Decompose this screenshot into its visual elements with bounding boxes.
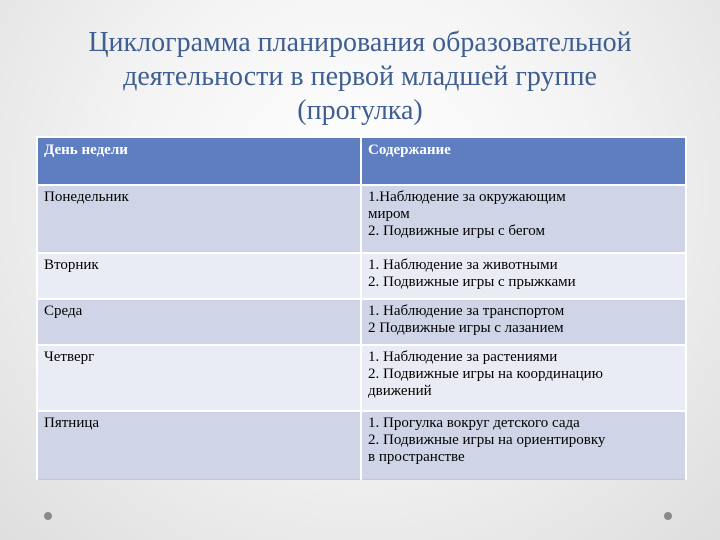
table-row — [37, 411, 686, 479]
content-cell — [361, 299, 686, 345]
content-cell — [361, 253, 686, 299]
content-line: 1. Наблюдение за транспортом — [368, 303, 565, 319]
content-line: 2. Подвижные игры на координацию — [368, 366, 603, 382]
decorative-dot-right — [664, 512, 672, 520]
decorative-dot-left — [44, 512, 52, 520]
content-line: 1. Наблюдение за растениями — [368, 349, 558, 365]
day-cell: Среда — [37, 299, 361, 345]
content-cell — [361, 185, 686, 253]
table-row — [37, 253, 686, 299]
content-line: миром — [368, 206, 410, 222]
title-line-2: деятельности в первой младшей группе — [123, 61, 597, 92]
slide-title — [40, 26, 680, 128]
content-cell — [361, 345, 686, 411]
day-cell: Понедельник — [37, 185, 361, 253]
content-line: в пространстве — [368, 449, 465, 465]
content-line: 2 Подвижные игры с лазанием — [368, 320, 564, 336]
content-line: 2. Подвижные игры на ориентировку — [368, 432, 606, 448]
table-row — [37, 345, 686, 411]
content-line: движений — [368, 383, 432, 399]
content-line: 1. Прогулка вокруг детского сада — [368, 415, 580, 431]
schedule-table — [36, 136, 687, 480]
day-cell: Четверг — [37, 345, 361, 411]
title-line-3: (прогулка) — [297, 95, 423, 126]
content-line: 1.Наблюдение за окружающим — [368, 189, 566, 205]
content-line: 2. Подвижные игры с прыжками — [368, 274, 576, 290]
table-row — [37, 299, 686, 345]
content-cell — [361, 411, 686, 479]
header-content: Содержание — [361, 137, 686, 185]
content-line: 2. Подвижные игры с бегом — [368, 223, 546, 239]
title-line-1: Циклограмма планирования образовательной — [88, 27, 632, 58]
day-cell: Пятница — [37, 411, 361, 479]
header-day: День недели — [37, 137, 361, 185]
table-header-row — [37, 137, 686, 185]
content-line: 1. Наблюдение за животными — [368, 257, 558, 273]
table-row — [37, 185, 686, 253]
day-cell: Вторник — [37, 253, 361, 299]
